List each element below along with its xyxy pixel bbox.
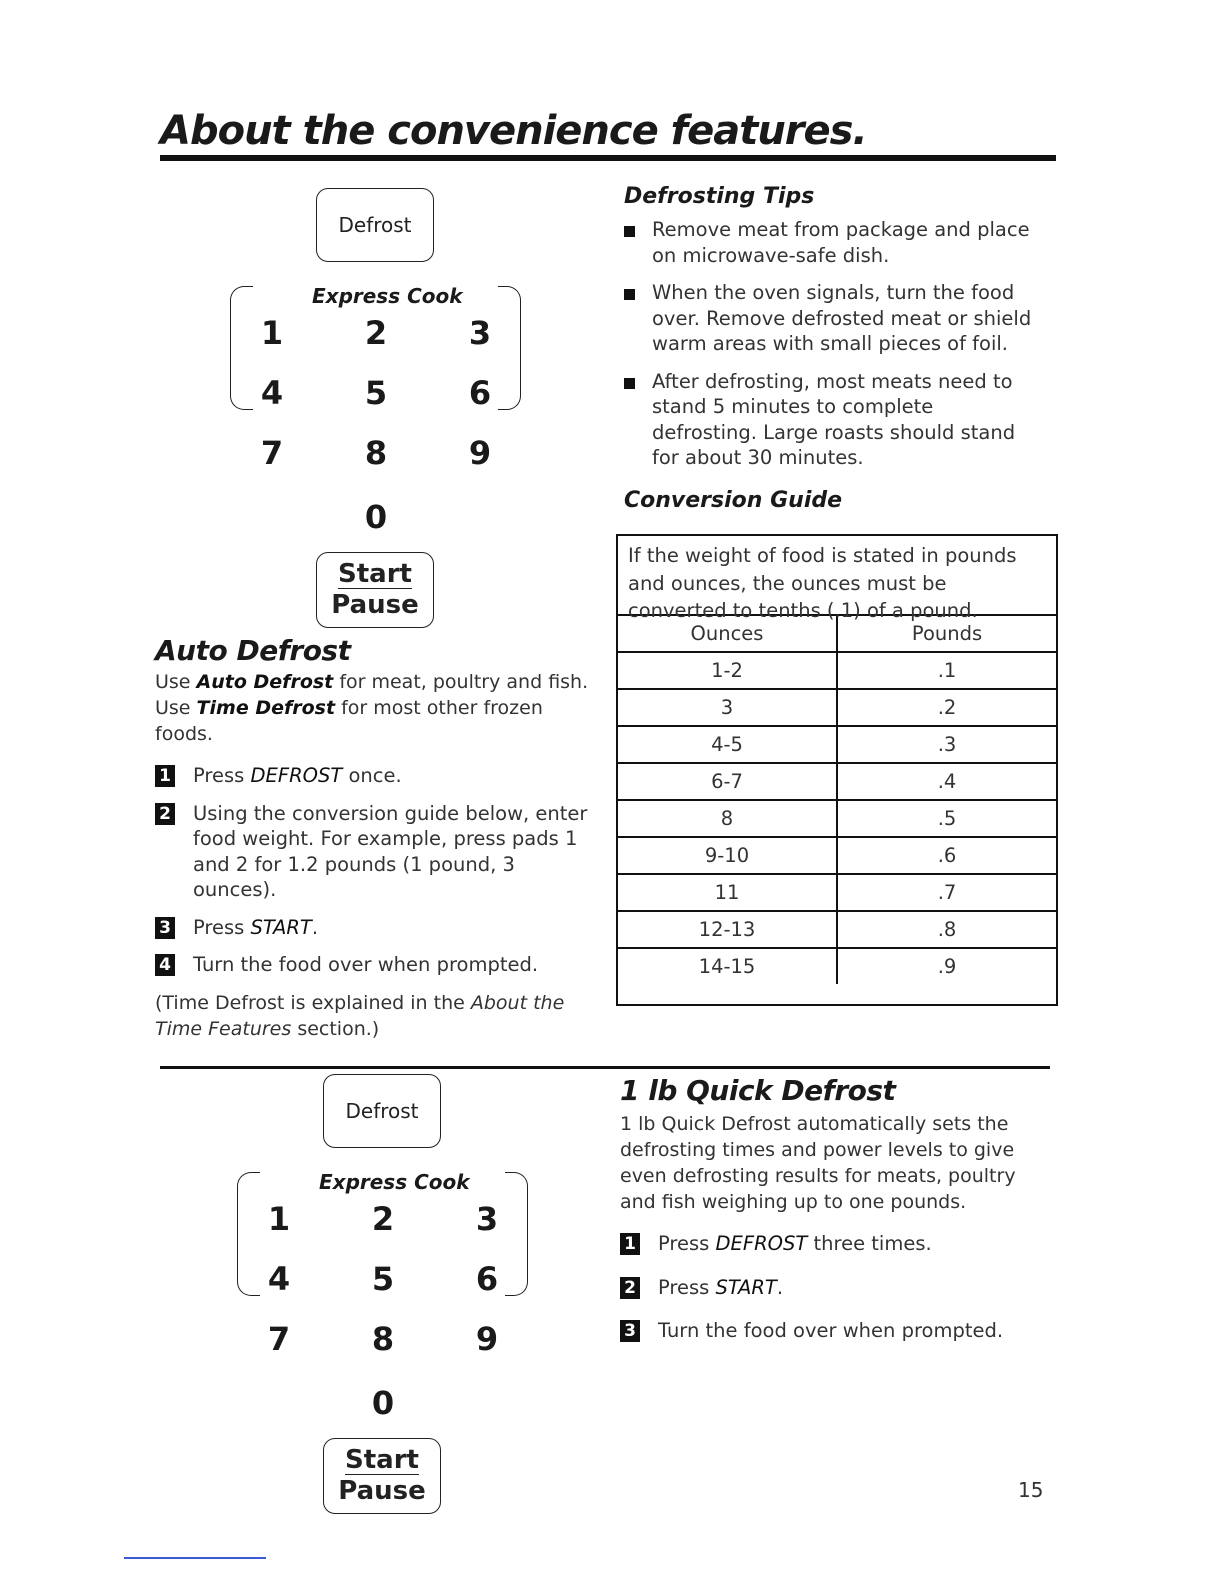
conversion-guide-intro: If the weight of food is stated in pounds and ounces, the ounces must be converted to tenths (.1) of a pound. xyxy=(618,536,1056,616)
ounces-cell: 6-7 xyxy=(618,763,837,800)
pounds-cell: .3 xyxy=(837,726,1056,763)
digit-pad: 0 xyxy=(371,1384,395,1422)
step-number: 2 xyxy=(155,803,175,825)
tip-text: After defrosting, most meats need to stand 5 minutes to complete defrosting. Large roasts should stand for about 30 minutes. xyxy=(652,369,1016,469)
pounds-cell: .1 xyxy=(837,652,1056,689)
digit-pad: 4 xyxy=(260,374,284,412)
digit-pad: 6 xyxy=(475,1260,499,1298)
ounces-cell: 11 xyxy=(618,874,837,911)
defrost-pad xyxy=(316,188,434,262)
table-row xyxy=(618,837,1056,874)
pause-label: Pause xyxy=(331,589,419,620)
intro-auto-defrost: Auto Defrost xyxy=(196,671,334,693)
column-header: Ounces xyxy=(618,616,837,652)
step-text: Turn the food over when prompted. xyxy=(193,953,539,976)
step-item xyxy=(620,1275,1040,1301)
digit-pad: 3 xyxy=(468,314,492,352)
intro-time-defrost: Time Defrost xyxy=(196,697,336,719)
step-number: 3 xyxy=(155,917,175,939)
column-header: Pounds xyxy=(837,616,1056,652)
note-text: (Time Defrost is explained in the xyxy=(155,991,471,1014)
digit-pad: 8 xyxy=(371,1320,395,1358)
tip-text: Remove meat from package and place on microwave-safe dish. xyxy=(652,218,1030,267)
tip-item xyxy=(624,280,1044,357)
bullet-icon xyxy=(624,226,635,237)
page-number: 15 xyxy=(1018,1478,1044,1502)
step-item xyxy=(620,1231,1040,1257)
digit-pad: 4 xyxy=(267,1260,291,1298)
digit-pad: 3 xyxy=(475,1200,499,1238)
step-number: 1 xyxy=(620,1233,640,1255)
step-text: Turn the food over when prompted. xyxy=(658,1319,1004,1342)
tip-text: When the oven signals, turn the food over. Remove defrosted meat or shield warm areas with small pieces of foil. xyxy=(652,281,1032,355)
digit-pad: 9 xyxy=(468,434,492,472)
start-pause-pad xyxy=(316,552,434,628)
express-cook-bracket-left xyxy=(230,286,253,410)
quick-defrost-heading: 1 lb Quick Defrost xyxy=(620,1074,896,1107)
auto-defrost-intro xyxy=(155,669,595,747)
defrosting-tips-section xyxy=(624,184,1044,483)
pounds-cell: .2 xyxy=(837,689,1056,726)
page-title: About the convenience features. xyxy=(160,108,867,154)
table-row xyxy=(618,726,1056,763)
digit-pad: 0 xyxy=(364,498,388,536)
keypad-diagram xyxy=(220,188,530,628)
digit-pad: 2 xyxy=(371,1200,395,1238)
digit-pad: 1 xyxy=(260,314,284,352)
table-row xyxy=(618,763,1056,800)
digit-pad: 2 xyxy=(364,314,388,352)
ounces-cell: 8 xyxy=(618,800,837,837)
auto-defrost-heading: Auto Defrost xyxy=(155,634,351,667)
start-pause-pad xyxy=(323,1438,441,1514)
table-row xyxy=(618,689,1056,726)
pounds-cell: .9 xyxy=(837,948,1056,984)
time-defrost-note xyxy=(155,990,595,1042)
step-text: three times. xyxy=(807,1232,932,1255)
auto-defrost-section xyxy=(155,634,595,1042)
defrosting-tips-heading: Defrosting Tips xyxy=(624,184,815,209)
digit-pad: 8 xyxy=(364,434,388,472)
start-label: Start xyxy=(345,1444,419,1475)
tip-item xyxy=(624,369,1044,471)
step-text: once. xyxy=(342,764,402,787)
defrost-pad-label: Defrost xyxy=(345,1099,419,1123)
ounces-cell: 9-10 xyxy=(618,837,837,874)
step-emphasis: DEFROST xyxy=(715,1232,808,1255)
express-cook-bracket-right xyxy=(505,1172,528,1296)
step-item xyxy=(155,915,595,941)
step-text: Press xyxy=(658,1232,716,1255)
bullet-icon xyxy=(624,378,635,389)
title-rule xyxy=(160,155,1056,161)
quick-defrost-steps xyxy=(620,1231,1040,1344)
step-item xyxy=(155,952,595,978)
express-cook-bracket-left xyxy=(237,1172,260,1296)
step-item xyxy=(620,1318,1040,1344)
ounces-cell: 1-2 xyxy=(618,652,837,689)
defrost-pad-label: Defrost xyxy=(338,213,412,237)
step-number: 2 xyxy=(620,1277,640,1299)
digit-pad: 9 xyxy=(475,1320,499,1358)
pause-label: Pause xyxy=(338,1475,426,1506)
table-row xyxy=(618,800,1056,837)
step-text: Press xyxy=(193,764,251,787)
step-text: Using the conversion guide below, enter food weight. For example, press pads 1 and 2 for 1.2 pounds (1 pound, 3 ounces). xyxy=(193,801,588,901)
auto-defrost-steps xyxy=(155,763,595,978)
digit-pad: 7 xyxy=(267,1320,291,1358)
step-emphasis: DEFROST xyxy=(250,764,343,787)
conversion-table xyxy=(618,616,1056,984)
pounds-cell: .8 xyxy=(837,911,1056,948)
defrosting-tips-list xyxy=(624,217,1044,471)
step-emphasis: START xyxy=(715,1275,777,1299)
note-emphasis: About the Time Features xyxy=(155,991,565,1040)
defrost-pad xyxy=(323,1074,441,1148)
table-row xyxy=(618,911,1056,948)
step-text: . xyxy=(776,1275,784,1299)
intro-text: for most other frozen foods. xyxy=(155,697,543,745)
intro-text: for meat, poultry and fish. Use xyxy=(155,671,589,719)
ounces-cell: 14-15 xyxy=(618,948,837,984)
pounds-cell: .7 xyxy=(837,874,1056,911)
step-text: . xyxy=(311,915,319,939)
table-row xyxy=(618,652,1056,689)
step-emphasis: START xyxy=(250,915,312,939)
table-row xyxy=(618,948,1056,984)
step-text: Press xyxy=(658,1275,716,1299)
step-number: 3 xyxy=(620,1320,640,1342)
digit-pad: 5 xyxy=(371,1260,395,1298)
conversion-guide-box xyxy=(616,534,1058,1006)
express-cook-label: Express Cook xyxy=(312,284,463,308)
step-item xyxy=(155,801,595,903)
pounds-cell: .5 xyxy=(837,800,1056,837)
ounces-cell: 3 xyxy=(618,689,837,726)
start-label: Start xyxy=(338,558,412,589)
bullet-icon xyxy=(624,289,635,300)
pounds-cell: .6 xyxy=(837,837,1056,874)
conversion-guide-heading: Conversion Guide xyxy=(624,488,843,513)
tip-item xyxy=(624,217,1044,268)
intro-text: Use xyxy=(155,671,197,693)
digit-pad: 6 xyxy=(468,374,492,412)
keypad-diagram xyxy=(227,1074,537,1514)
note-text: section.) xyxy=(291,1017,380,1040)
express-cook-bracket-right xyxy=(498,286,521,410)
footer-link-underline xyxy=(124,1557,266,1559)
quick-defrost-intro: 1 lb Quick Defrost automatically sets the defrosting times and power levels to give even defrosting results for meats, poultry and fish weighing up to one pounds. xyxy=(620,1113,1016,1213)
digit-pad: 1 xyxy=(267,1200,291,1238)
step-item xyxy=(155,763,595,789)
express-cook-label: Express Cook xyxy=(319,1170,470,1194)
quick-defrost-section xyxy=(620,1074,1040,1344)
digit-pad: 7 xyxy=(260,434,284,472)
step-number: 1 xyxy=(155,765,175,787)
table-row xyxy=(618,874,1056,911)
ounces-cell: 12-13 xyxy=(618,911,837,948)
section-divider xyxy=(160,1066,1050,1069)
pounds-cell: .4 xyxy=(837,763,1056,800)
digit-pad: 5 xyxy=(364,374,388,412)
step-text: Press xyxy=(193,915,251,939)
ounces-cell: 4-5 xyxy=(618,726,837,763)
step-number: 4 xyxy=(155,954,175,976)
